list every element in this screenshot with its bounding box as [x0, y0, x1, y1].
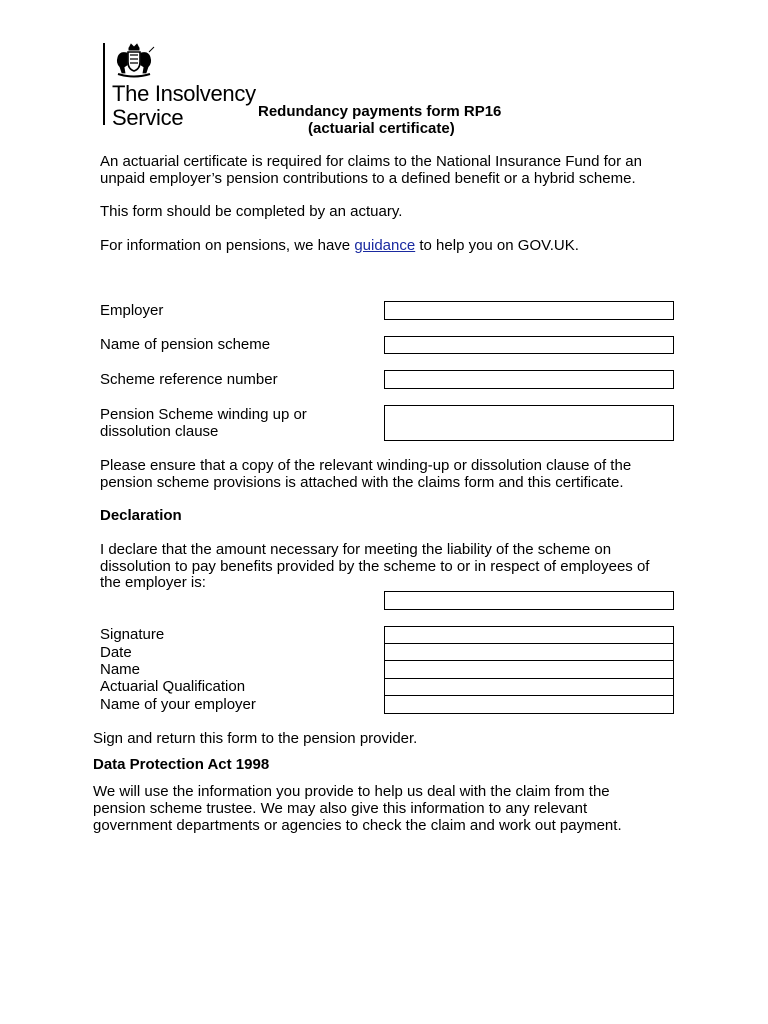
actuarial-qualification-label: Actuarial Qualification: [100, 678, 246, 695]
form-title: Redundancy payments form RP16: [258, 103, 502, 120]
winding-clause-label-line2: dissolution clause: [100, 423, 219, 440]
name-field[interactable]: [384, 660, 674, 679]
guidance-text-after: to help you on GOV.UK.: [415, 237, 579, 254]
logo-text-line1: The Insolvency: [112, 81, 256, 106]
winding-clause-label-line1: Pension Scheme winding up or: [100, 406, 307, 423]
ensure-line-2: pension scheme provisions is attached with the claims form and this certificate.: [100, 474, 624, 491]
signature-field[interactable]: [384, 626, 674, 644]
employer-field[interactable]: [384, 301, 674, 320]
data-protection-line-3: government departments or agencies to check the claim and work out payment.: [93, 817, 622, 834]
actuarial-qualification-field[interactable]: [384, 678, 674, 696]
scheme-reference-label: Scheme reference number: [100, 371, 278, 388]
winding-clause-field[interactable]: [384, 405, 674, 441]
pension-scheme-name-label: Name of pension scheme: [100, 336, 271, 353]
date-label: Date: [100, 644, 132, 661]
intro-line-2: unpaid employer’s pension contributions to a defined benefit or a hybrid scheme.: [100, 170, 636, 187]
data-protection-line-1: We will use the information you provide to help us deal with the claim from the: [93, 783, 610, 800]
declaration-heading: Declaration: [100, 507, 182, 524]
pension-scheme-name-field[interactable]: [384, 336, 674, 354]
signature-label: Signature: [100, 626, 165, 643]
your-employer-label: Name of your employer: [100, 696, 256, 713]
royal-coat-of-arms-icon: [112, 43, 156, 79]
declaration-line-3: the employer is:: [100, 574, 206, 591]
logo-divider: [103, 43, 105, 125]
logo-text-line2: Service: [112, 105, 184, 130]
date-field[interactable]: [384, 643, 674, 661]
liability-amount-field[interactable]: [384, 591, 674, 610]
declaration-line-2: dissolution to pay benefits provided by the scheme to or in respect of employees of: [100, 558, 650, 575]
guidance-text-before: For information on pensions, we have: [100, 237, 355, 254]
ensure-line-1: Please ensure that a copy of the relevant winding-up or dissolution clause of the: [100, 457, 632, 474]
intro-line-1: An actuarial certificate is required for claims to the National Insurance Fund for an: [100, 153, 642, 170]
name-label: Name: [100, 661, 141, 678]
data-protection-heading: Data Protection Act 1998: [93, 756, 270, 773]
guidance-link[interactable]: guidance: [354, 237, 416, 254]
return-instructions: Sign and return this form to the pension provider.: [93, 730, 418, 747]
intro-guidance-paragraph: [100, 237, 579, 254]
your-employer-field[interactable]: [384, 695, 674, 714]
data-protection-line-2: pension scheme trustee. We may also give this information to any relevant: [93, 800, 588, 817]
scheme-reference-field[interactable]: [384, 370, 674, 389]
declaration-line-1: I declare that the amount necessary for meeting the liability of the scheme on: [100, 541, 612, 558]
employer-label: Employer: [100, 302, 164, 319]
intro-actuary-note: This form should be completed by an actuary.: [100, 203, 403, 220]
form-subtitle: (actuarial certificate): [308, 120, 455, 137]
